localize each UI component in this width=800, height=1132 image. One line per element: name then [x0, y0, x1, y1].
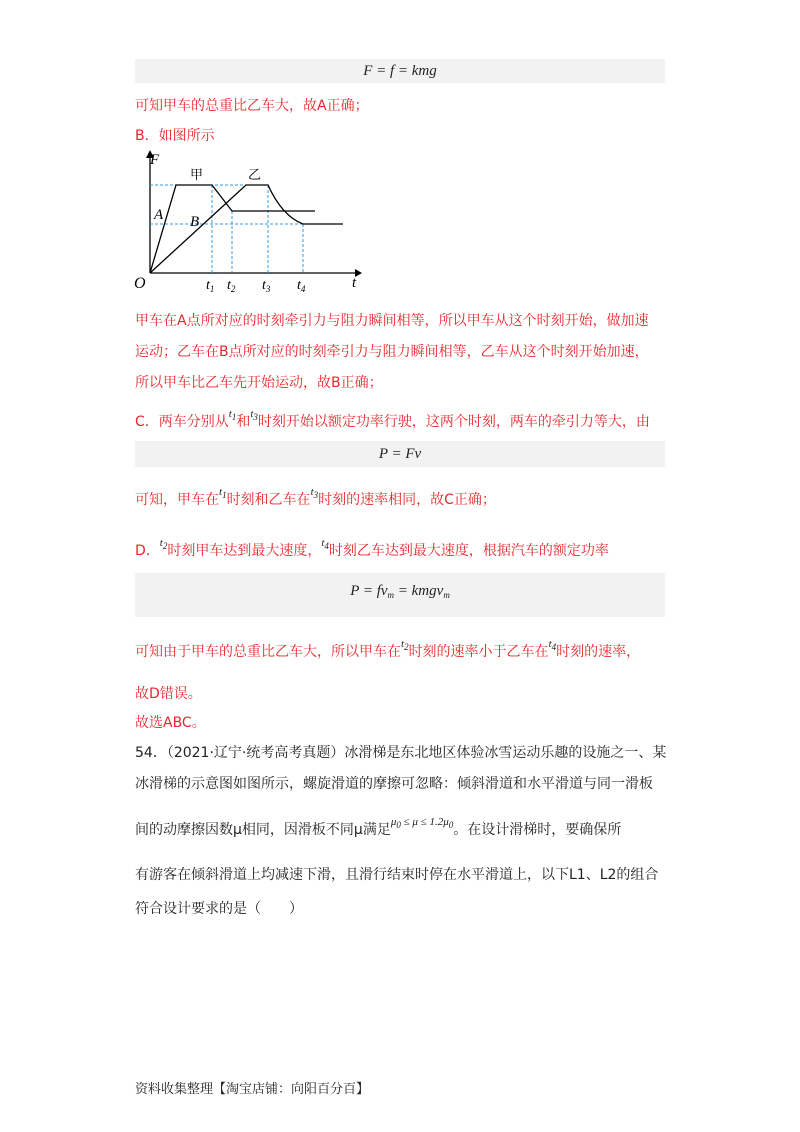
- para-b-line1: 甲车在A点所对应的时刻牵引力与阻力瞬间相等，所以甲车从这个时刻开始，做加速: [135, 313, 649, 329]
- q54-line4: 有游客在倾斜滑道上均减速下滑，且滑行结束时停在水平滑道上，以下L1、L2的组合: [135, 867, 659, 883]
- formula-text: $P = fv_m$ = kmgv$_m$: [350, 583, 450, 600]
- formula-text: F = f = kmg: [363, 63, 437, 79]
- answer-b-heading: B．如图所示: [135, 128, 215, 144]
- para-b-line3: 所以甲车比乙车先开始运动，故B正确；: [135, 375, 383, 391]
- para-d-line1: [135, 537, 609, 560]
- curve-yi: [150, 185, 343, 273]
- q54-line2: 冰滑梯的示意图如图所示，螺旋滑道的摩擦可忽略：倾斜滑道和水平滑道与同一滑板: [135, 776, 653, 792]
- para-d-text-c: 时刻乙车达到最大速度，根据汽车的额定功率: [328, 543, 609, 559]
- footer-text: 资料收集整理【淘宝店铺：向阳百分百】: [135, 1082, 370, 1097]
- sym-t2: t2: [159, 537, 168, 551]
- label-yi: 乙: [248, 168, 262, 183]
- para-d-text-a: D．: [135, 543, 160, 559]
- label-origin: O: [134, 275, 146, 292]
- formula-max-speed: [135, 573, 665, 617]
- sym-t1: t1: [228, 408, 237, 422]
- label-t2: $t_2$: [227, 278, 236, 294]
- answer-choice: 故选ABC。: [135, 715, 206, 731]
- q54-text-b: 。在设计滑梯时，要确保所: [453, 822, 622, 838]
- q54-line1: 54．（2021·辽宁·统考高考真题）冰滑梯是东北地区体验冰雪运动乐趣的设施之一、某: [135, 745, 667, 761]
- formula-power-fv: [135, 441, 665, 467]
- sym-t4: t4: [548, 638, 557, 652]
- label-t3: $t_3$: [262, 278, 271, 294]
- para-c-text-a: C．两车分别从: [135, 414, 229, 430]
- para-c2-text-c: 时刻的速率相同，故C正确；: [318, 492, 496, 508]
- sym-t3: t3: [310, 486, 319, 500]
- label-point-a: A: [154, 207, 164, 223]
- para-d2-text-c: 时刻的速率，: [556, 644, 641, 660]
- force-time-graph: [130, 148, 375, 298]
- q54-text-a: 间的动摩擦因数μ相同，因滑板不同μ满足: [135, 822, 391, 838]
- label-t1: $t_1$: [206, 278, 215, 294]
- para-d-line3: 故D错误。: [135, 686, 202, 702]
- sym-t2: t2: [401, 638, 409, 652]
- para-c-line2: [135, 486, 496, 509]
- guide-lines: [150, 185, 305, 273]
- formula-force-equal: [135, 59, 665, 83]
- para-d2-text-b: 时刻的速率小于乙车在: [408, 644, 549, 660]
- sym-t4: t4: [321, 537, 329, 551]
- formula-text: P = Fv: [378, 446, 422, 462]
- para-d-text-b: 时刻甲车达到最大速度，: [167, 543, 322, 559]
- answer-a-text: 可知甲车的总重比乙车大，故A正确；: [135, 98, 369, 114]
- q54-line5: 符合设计要求的是（ ）: [135, 901, 303, 917]
- label-f-axis: F: [150, 152, 160, 168]
- para-c2-text-a: 可知，甲车在: [135, 492, 219, 508]
- para-c-text-c: 时刻开始以额定功率行驶，这两个时刻，两车的牵引力等大，由: [257, 414, 650, 430]
- q54-line3: [135, 816, 622, 839]
- para-c-text-b: 和: [236, 414, 251, 430]
- sym-t1: t1: [219, 486, 227, 500]
- para-c-line1: [135, 408, 650, 431]
- para-d2-text-a: 可知由于甲车的总重比乙车大，所以甲车在: [135, 644, 401, 660]
- label-point-b: B: [190, 214, 200, 230]
- mu-range-inequality: μ0 ≤ μ ≤ 1.2μ0: [390, 816, 454, 830]
- label-jia: 甲: [190, 168, 204, 183]
- sym-t3: t3: [250, 408, 258, 422]
- label-t-axis: t: [352, 275, 357, 291]
- para-b-line2: 运动；乙车在B点所对应的时刻牵引力与阻力瞬间相等，乙车从这个时刻开始加速，: [135, 344, 649, 360]
- label-t4: $t_4$: [297, 278, 306, 294]
- para-c2-text-b: 时刻和乙车在: [226, 492, 311, 508]
- para-d-line2: [135, 638, 641, 661]
